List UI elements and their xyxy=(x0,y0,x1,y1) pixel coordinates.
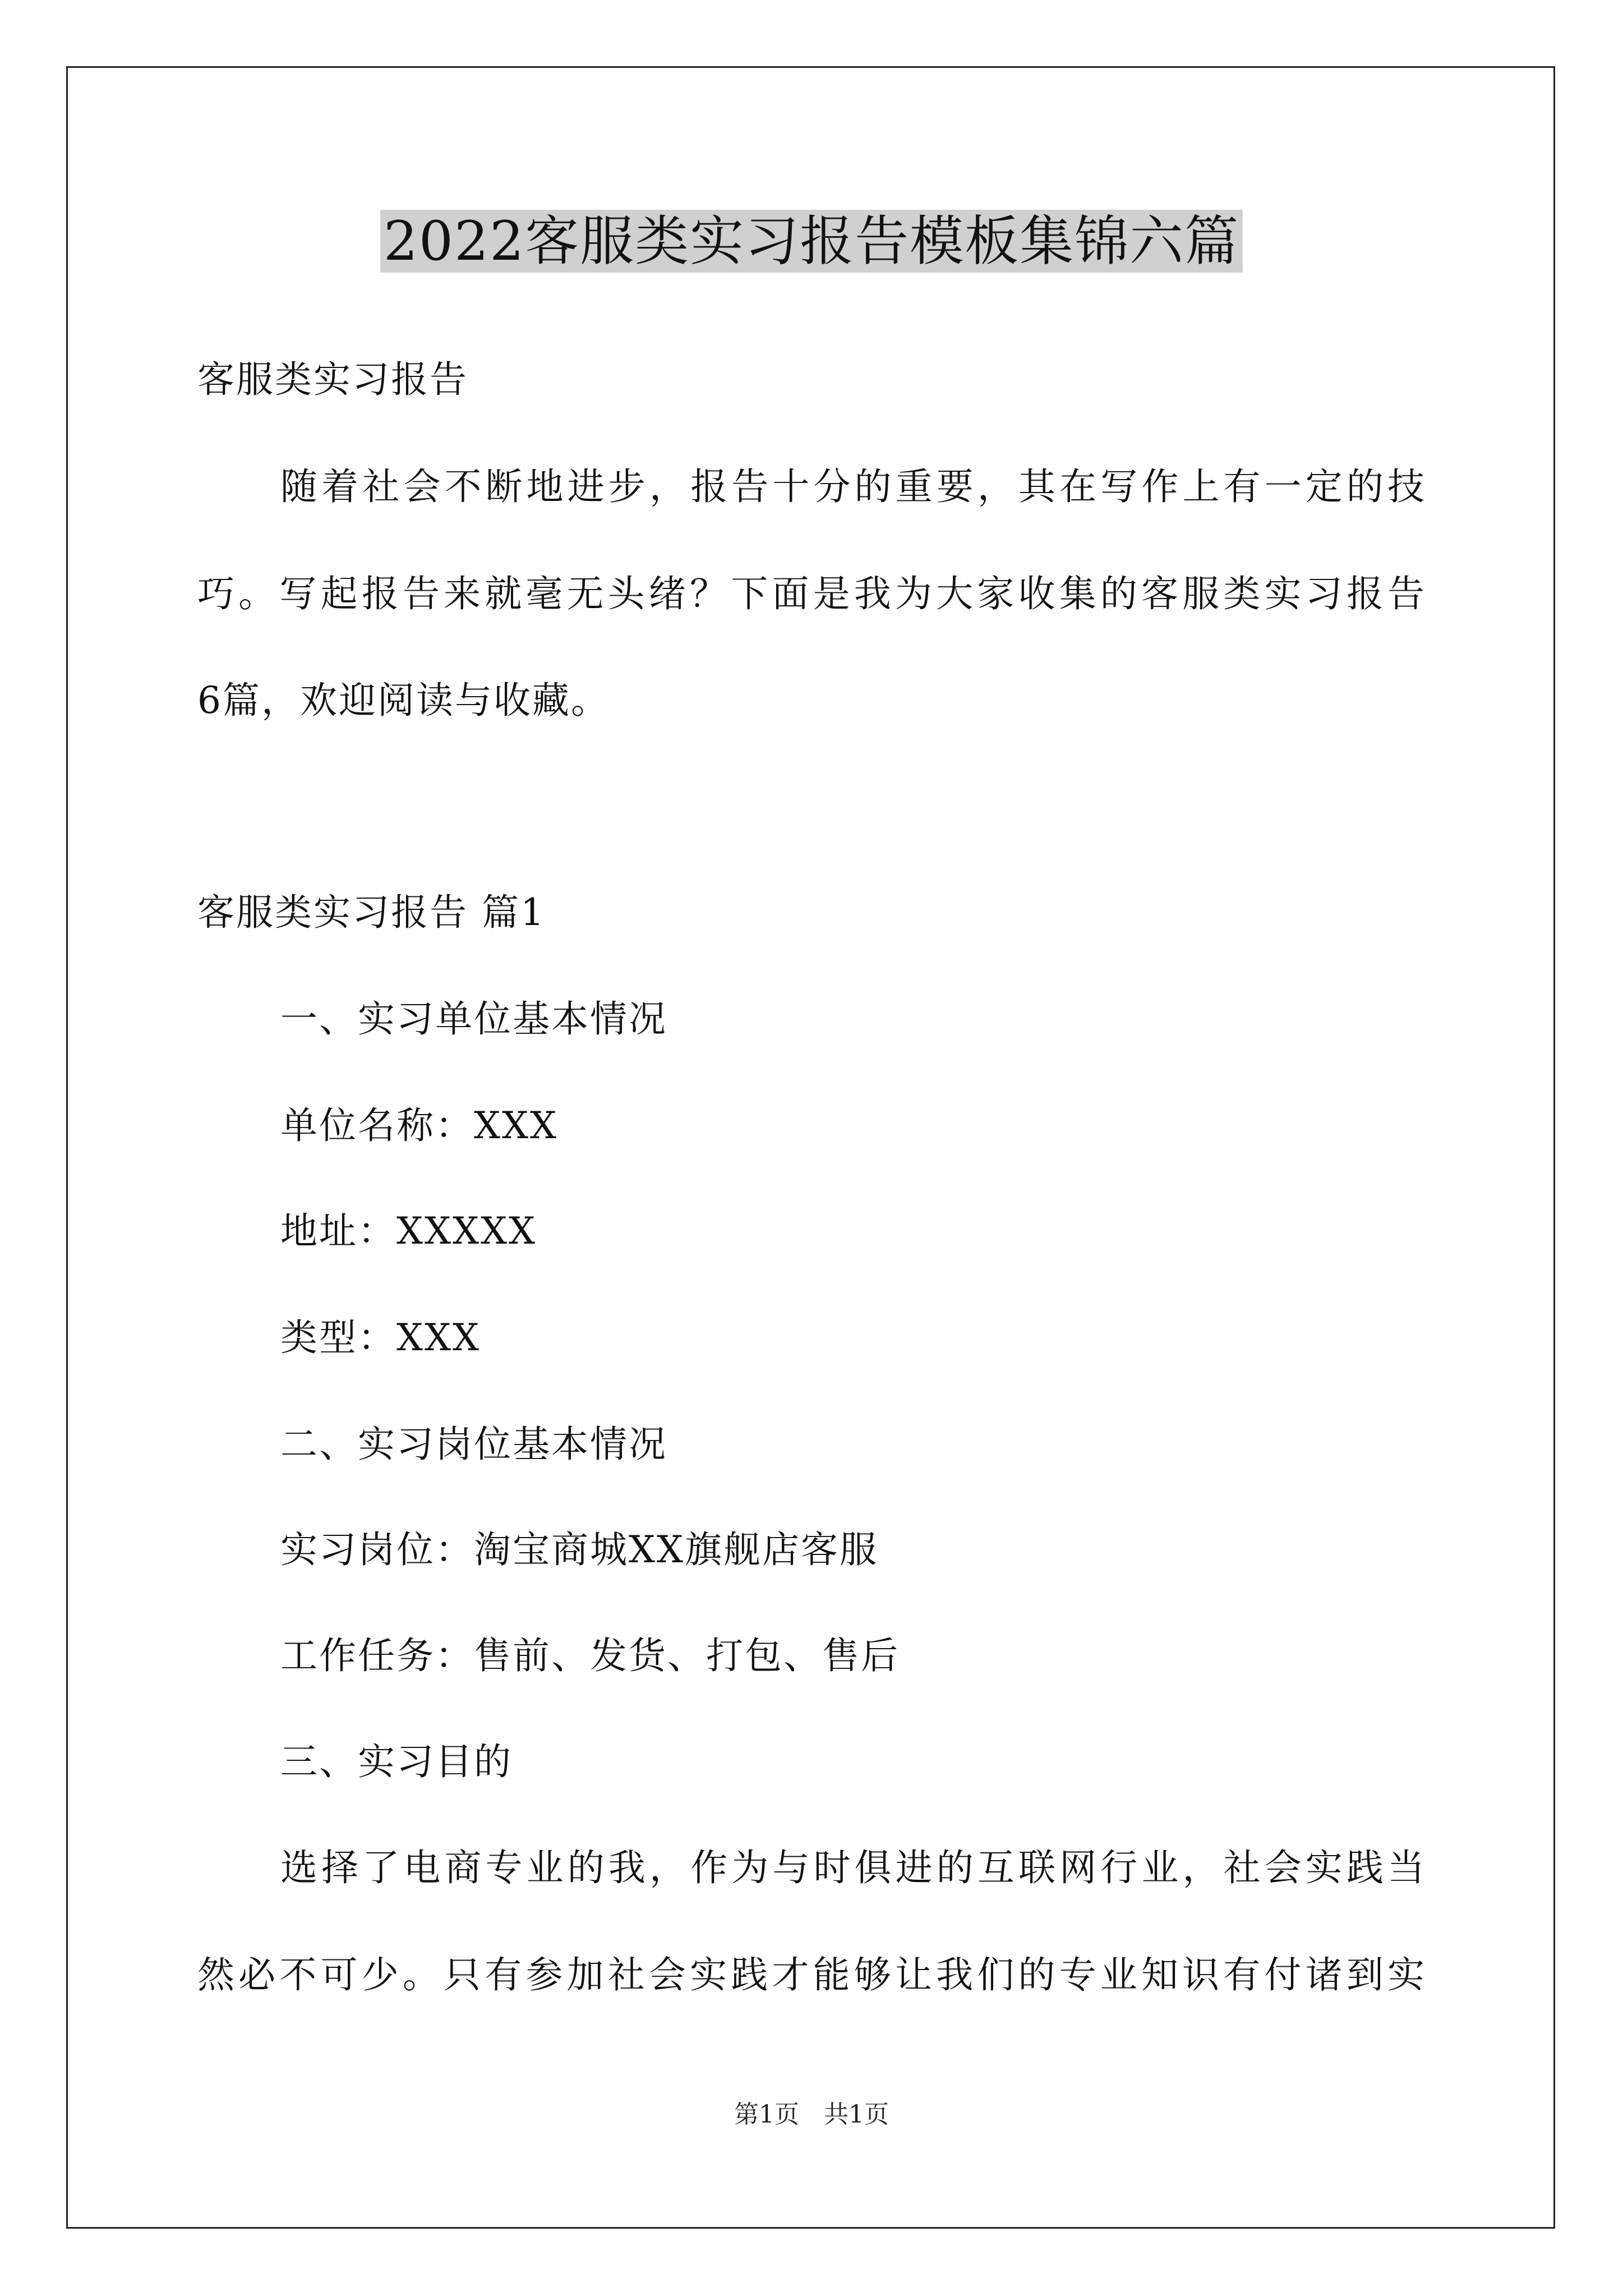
document-title: 2022客服类实习报告模板集锦六篇 xyxy=(0,203,1623,279)
intro-line-3: 6篇，欢迎阅读与收藏。 xyxy=(197,679,610,722)
list-item: 单位名称：XXX xyxy=(280,1104,558,1147)
page-number: 第1页 共1页 xyxy=(734,2100,889,2129)
intro-line-1: 随着社会不断地进步，报告十分的重要，其在写作上有一定的技 xyxy=(280,465,1424,508)
list-item: 一、实习单位基本情况 xyxy=(280,997,667,1041)
list-item: 工作任务：售前、发货、打包、售后 xyxy=(280,1634,900,1677)
section-heading: 客服类实习报告 篇1 xyxy=(197,891,546,934)
list-item: 三、实习目的 xyxy=(280,1740,513,1783)
document-heading: 客服类实习报告 xyxy=(197,358,468,401)
list-item: 类型：XXX xyxy=(280,1316,481,1359)
list-item: 二、实习岗位基本情况 xyxy=(280,1423,667,1466)
list-item: 地址：XXXXX xyxy=(280,1209,537,1253)
purpose-line-1: 选择了电商专业的我，作为与时俱进的互联网行业，社会实践当 xyxy=(280,1846,1424,1889)
intro-line-2: 巧。写起报告来就毫无头绪？下面是我为大家收集的客服类实习报告 xyxy=(197,572,1424,615)
purpose-line-2: 然必不可少。只有参加社会实践才能够让我们的专业知识有付诸到实 xyxy=(197,1953,1424,1996)
list-item: 实习岗位：淘宝商城XX旗舰店客服 xyxy=(280,1528,878,1571)
